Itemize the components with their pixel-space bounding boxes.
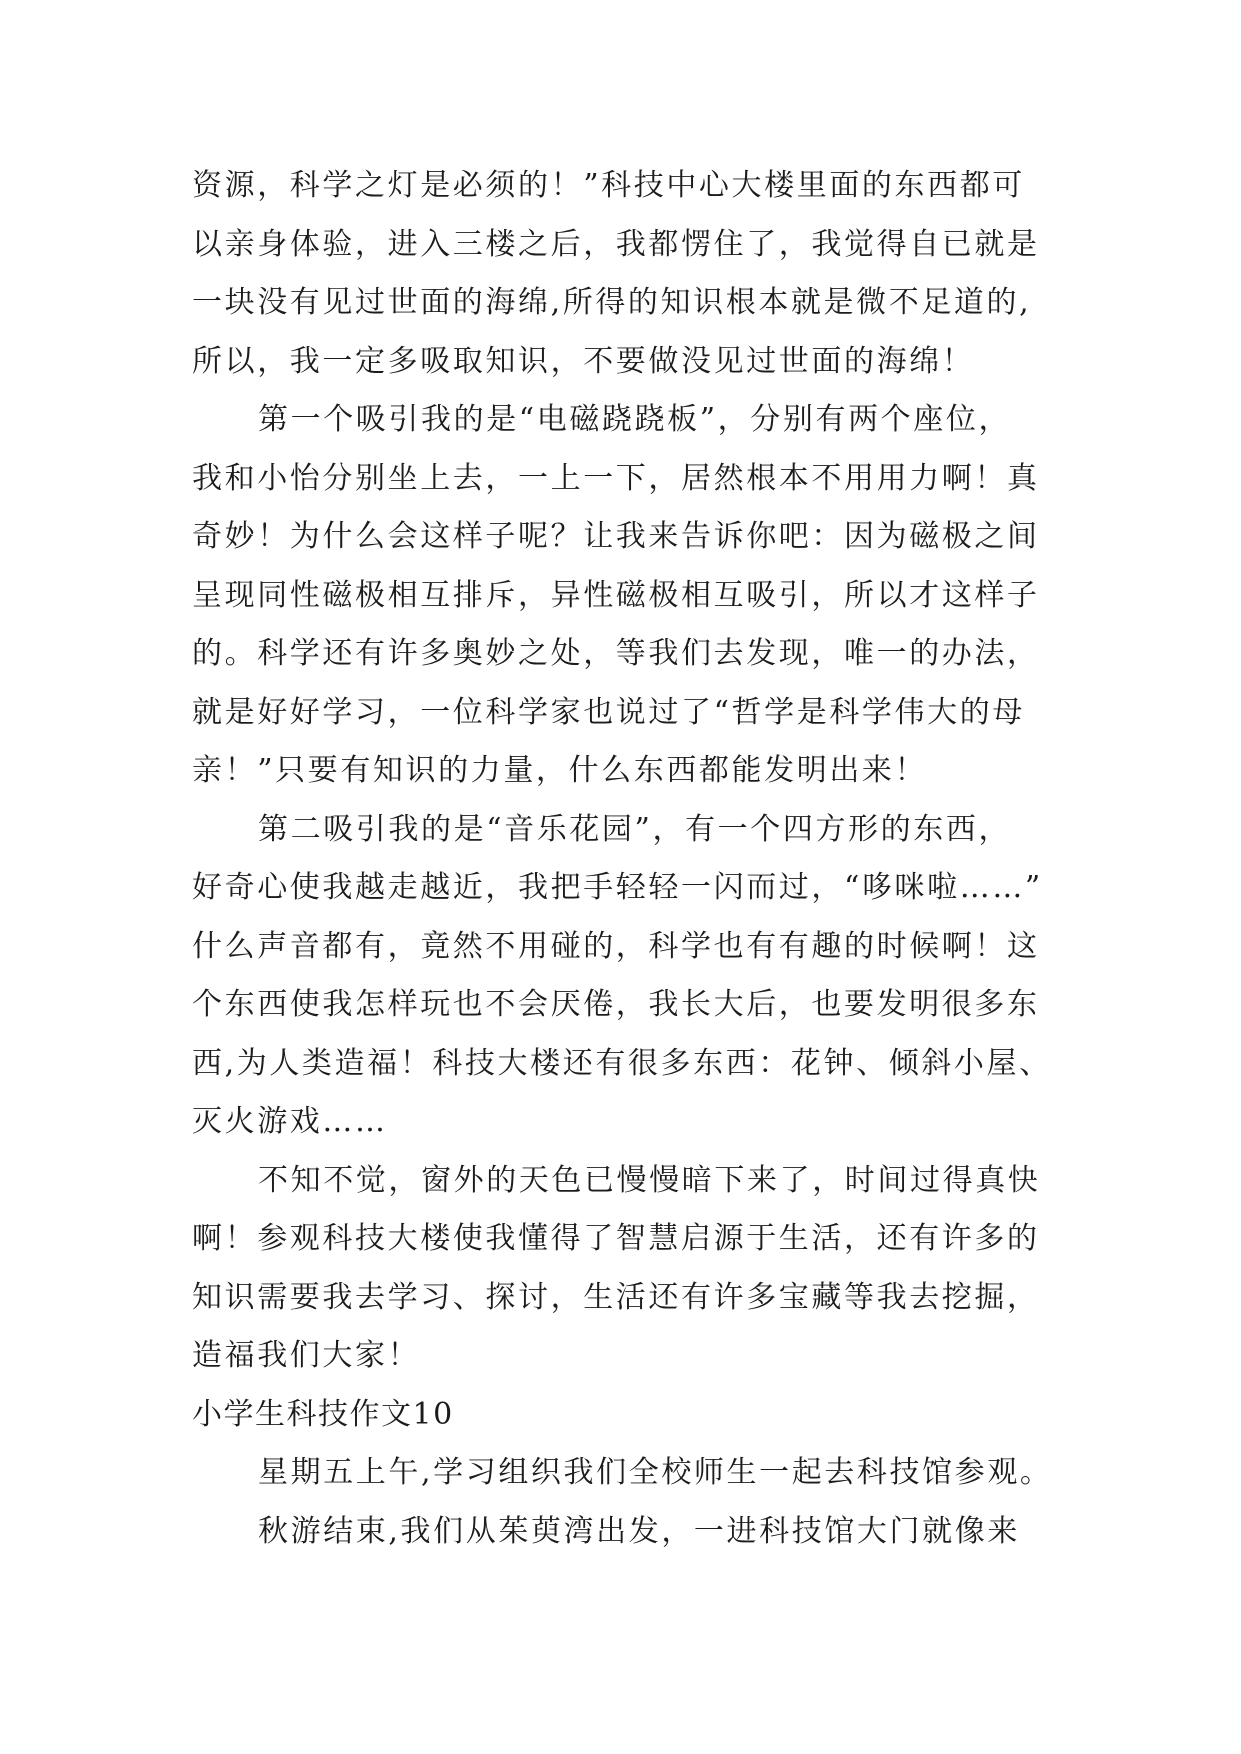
text-line: 的。科学还有许多奥妙之处，等我们去发现，唯一的办法， bbox=[192, 636, 1040, 671]
text-line: 灭火游戏…… bbox=[192, 1104, 388, 1139]
text-line: 知识需要我去学习、探讨，生活还有许多宝藏等我去挖掘， bbox=[192, 1280, 1040, 1315]
text-line: 资源，科学之灯是必须的！”科技中心大楼里面的东西都可 bbox=[192, 168, 1025, 203]
text-line: 西,为人类造福！科技大楼还有很多东西：花钟、倾斜小屋、 bbox=[192, 1046, 1052, 1081]
text-line: 一块没有见过世面的海绵,所得的知识根本就是微不足道的, bbox=[192, 285, 1032, 320]
paragraph-first-line: 不知不觉，窗外的天色已慢慢暗下来了，时间过得真快 bbox=[258, 1163, 1041, 1198]
text-line: 亲！”只要有知识的力量，什么东西都能发明出来！ bbox=[192, 753, 928, 788]
text-line: 啊！参观科技大楼使我懂得了智慧启源于生活，还有许多的 bbox=[192, 1221, 1040, 1256]
paragraph-first-line: 星期五上午,学习组织我们全校师生一起去科技馆参观。 bbox=[258, 1455, 1053, 1490]
text-line: 所以，我一定多吸取知识，不要做没见过世面的海绵！ bbox=[192, 344, 975, 379]
text-line: 造福我们大家！ bbox=[192, 1338, 421, 1373]
text-line: 我和小怡分别坐上去，一上一下，居然根本不用用力啊！真 bbox=[192, 461, 1040, 496]
paragraph-first-line: 秋游结束,我们从茱萸湾出发，一进科技馆大门就像来 bbox=[258, 1514, 1020, 1549]
text-line: 呈现同性磁极相互排斥，异性磁极相互吸引，所以才这样子 bbox=[192, 578, 1040, 613]
text-line: 个东西使我怎样玩也不会厌倦，我长大后，也要发明很多东 bbox=[192, 987, 1040, 1022]
paragraph-first-line: 第一个吸引我的是“电磁跷跷板”，分别有两个座位， bbox=[258, 402, 1012, 437]
section-heading: 小学生科技作文10 bbox=[192, 1397, 454, 1432]
text-line: 以亲身体验，进入三楼之后，我都愣住了，我觉得自已就是 bbox=[192, 227, 1040, 262]
text-line: 就是好好学习，一位科学家也说过了“哲学是科学伟大的母 bbox=[192, 695, 1025, 730]
text-line: 奇妙！为什么会这样子呢？让我来告诉你吧：因为磁极之间 bbox=[192, 519, 1040, 554]
text-line: 好奇心使我越走越近，我把手轻轻一闪而过，“哆咪啦……” bbox=[192, 870, 1043, 905]
paragraph-first-line: 第二吸引我的是“音乐花园”，有一个四方形的东西， bbox=[258, 812, 1012, 847]
text-line: 什么声音都有，竟然不用碰的，科学也有有趣的时候啊！这 bbox=[192, 929, 1040, 964]
